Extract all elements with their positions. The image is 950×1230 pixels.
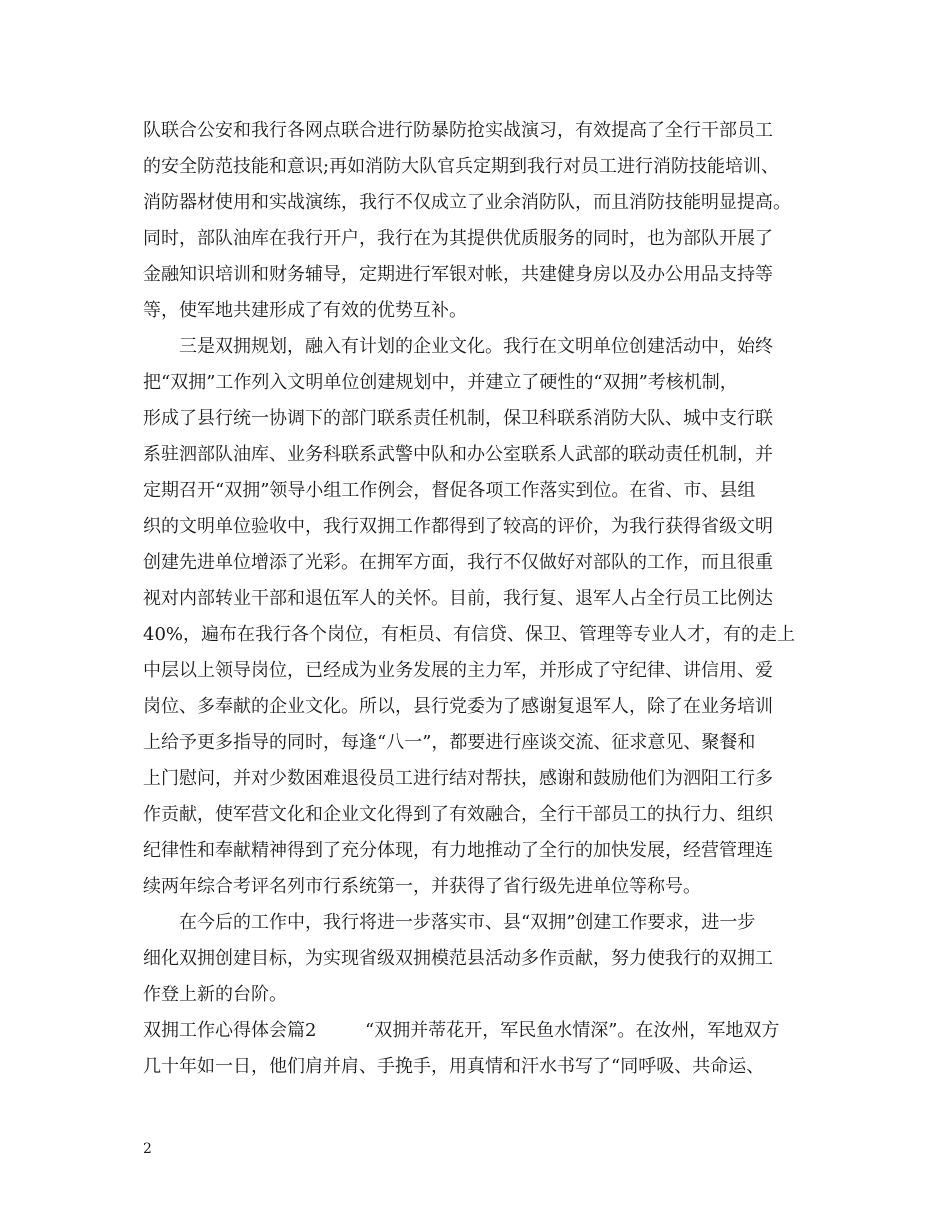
text-line: 视对内部转业干部和退伍军人的关怀。目前，我行复、退军人占全行员工比例达 — [143, 588, 773, 609]
paragraph-first-line: 在今后的工作中，我行将进一步落实市、县“双拥”创建工作要求，进一步 — [179, 912, 756, 933]
text-line: 几十年如一日，他们肩并肩、手挽手，用真情和汗水书写了“同呼吸、共命运、 — [143, 1056, 765, 1077]
text-line: 纪律性和奉献精神得到了充分体现，有力地推动了全行的加快发展，经营管理连 — [143, 840, 773, 861]
text-line: 的安全防范技能和意识;再如消防大队官兵定期到我行对员工进行消防技能培训、 — [143, 156, 780, 177]
body-text — [143, 113, 823, 1085]
text-line: 定期召开“双拥”领导小组工作例会，督促各项工作落实到位。在省、市、县组 — [143, 480, 756, 501]
text-line: 创建先进单位增添了光彩。在拥军方面，我行不仅做好对部队的工作，而且很重 — [143, 552, 773, 573]
text-line: 形成了县行统一协调下的部门联系责任机制，保卫科联系消防大队、城中支行联 — [143, 408, 773, 429]
section-heading: 双拥工作心得体会篇2 — [143, 1020, 317, 1041]
text-line: 系驻泗部队油库、业务科联系武警中队和办公室联系人武部的联动责任机制，并 — [143, 444, 773, 465]
text-line: 上门慰问，并对少数困难退役员工进行结对帮扶，感谢和鼓励他们为泗阳工行多 — [143, 768, 773, 789]
text-line: 消防器材使用和实战演练，我行不仅成立了业余消防队，而且消防技能明显提高。 — [143, 192, 791, 213]
text-line: 细化双拥创建目标，为实现省级双拥模范县活动多作贡献，努力使我行的双拥工 — [143, 948, 773, 969]
text-line: 金融知识培训和财务辅导，定期进行军银对帐，共建健身房以及办公用品支持等 — [143, 264, 773, 285]
text-line: 队联合公安和我行各网点联合进行防暴防抢实战演习，有效提高了全行干部员工 — [143, 120, 773, 141]
page-number: 2 — [143, 1141, 152, 1157]
text-line: 上给予更多指导的同时，每逢“八一”，都要进行座谈交流、征求意见、聚餐和 — [143, 732, 756, 753]
text-line: 等，使军地共建形成了有效的优势互补。 — [143, 300, 467, 321]
text-line: 织的文明单位验收中，我行双拥工作都得到了较高的评价，为我行获得省级文明 — [143, 516, 773, 537]
text-line: 作贡献，使军营文化和企业文化得到了有效融合，全行干部员工的执行力、组织 — [143, 804, 773, 825]
text-line: 作登上新的台阶。 — [143, 984, 287, 1005]
text-line: 把“双拥”工作列入文明单位创建规划中，并建立了硬性的“双拥”考核机制， — [143, 372, 738, 393]
text-line: 续两年综合考评名列市行系统第一，并获得了省行级先进单位等称号。 — [143, 876, 701, 897]
text-line: 同时，部队油库在我行开户，我行在为其提供优质服务的同时，也为部队开展了 — [143, 228, 773, 249]
text-line: 岗位、多奉献的企业文化。所以，县行党委为了感谢复退军人，除了在业务培训 — [143, 696, 773, 717]
text-line: 中层以上领导岗位，已经成为业务发展的主力军，并形成了守纪律、讲信用、爱 — [143, 660, 773, 681]
section-heading-line — [143, 1013, 823, 1049]
paragraph-first-line: 三是双拥规划，融入有计划的企业文化。我行在文明单位创建活动中，始终 — [179, 336, 773, 357]
section-first-line: “双拥并蒂花开，军民鱼水情深”。在汝州，军地双方 — [365, 1020, 780, 1041]
text-line: 40%，遍布在我行各个岗位，有柜员、有信贷、保卫、管理等专业人才，有的走上 — [143, 624, 796, 645]
